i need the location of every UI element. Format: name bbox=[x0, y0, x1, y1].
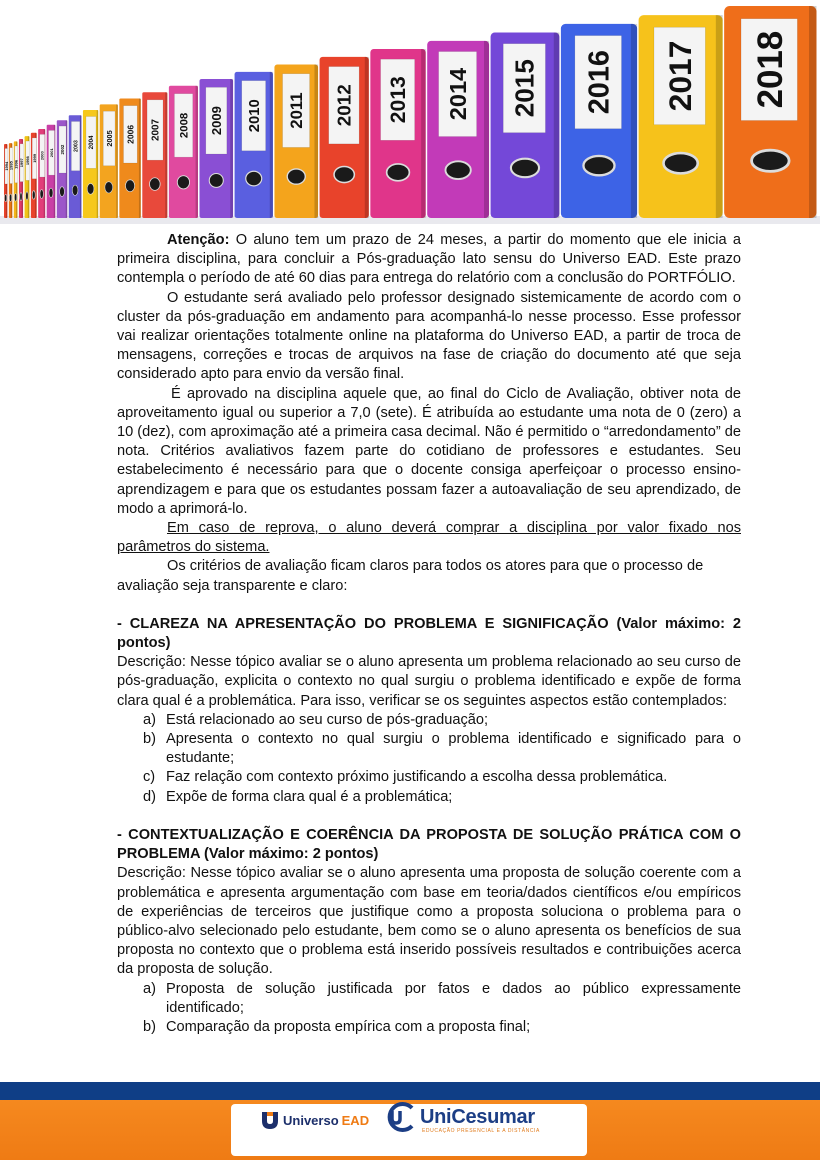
paragraph-evaluation: O estudante será avaliado pelo professor designado sistemicamente de acordo com o cluster da pós-graduação em andamento para acompanhá-lo nesse processo. Esse professor vai realizar orientações totalmente online na plataforma do Universo EAD, a partir de troca de mensagens, correções e trocas de arquivos na fase de criação do documento até que seja considerado apto para envio da versão final. bbox=[117, 289, 741, 383]
binder-finger-hole bbox=[26, 192, 29, 200]
list-item bbox=[117, 788, 741, 807]
binder bbox=[235, 72, 273, 218]
section2-heading: - CONTEXTUALIZAÇÃO E COERÊNCIA DA PROPOSTA DE SOLUÇÃO PRÁTICA COM O PROBLEMA (Valor máximo: 2 pontos) bbox=[117, 826, 741, 863]
binder-edge bbox=[97, 110, 99, 218]
binder-finger-hole bbox=[209, 174, 223, 188]
binder-edge bbox=[270, 72, 273, 218]
section1-criteria-list bbox=[117, 711, 741, 807]
list-item-text: Expõe de forma clara qual é a problemática; bbox=[166, 788, 453, 805]
binder-finger-hole bbox=[150, 178, 161, 191]
binder-year-label: 2015 bbox=[509, 59, 540, 118]
binder-finger-hole bbox=[40, 190, 43, 199]
section2-criteria-list bbox=[117, 980, 741, 1038]
binder-edge bbox=[139, 98, 141, 218]
binder-year-label: 2006 bbox=[125, 124, 136, 144]
binder bbox=[724, 6, 816, 218]
binder bbox=[639, 15, 723, 218]
binder-year-label: 2012 bbox=[334, 84, 356, 127]
binder bbox=[119, 98, 140, 218]
footer-blue-band bbox=[0, 1082, 820, 1100]
binder-finger-hole bbox=[20, 193, 22, 201]
list-item-marker: a) bbox=[143, 980, 156, 997]
binder bbox=[320, 57, 369, 218]
binder-finger-hole bbox=[583, 156, 614, 175]
list-item-text: Faz relação com contexto próximo justificando a escolha dessa problemática. bbox=[166, 769, 668, 786]
universo-text: Universo bbox=[283, 1112, 339, 1128]
binder-edge bbox=[365, 57, 369, 218]
list-item-marker: d) bbox=[143, 788, 156, 805]
list-item bbox=[117, 980, 741, 1018]
binder-year-label: 2001 bbox=[48, 148, 54, 158]
universo-ead-logo bbox=[260, 1110, 369, 1130]
list-item-text: Comparação da proposta empírica com a proposta final; bbox=[166, 1018, 531, 1035]
list-item bbox=[117, 730, 741, 768]
universo-u-icon bbox=[260, 1110, 280, 1130]
binder-year-label: 2008 bbox=[178, 112, 191, 139]
binder-year-label: 2005 bbox=[104, 130, 114, 147]
binder-year-label: 2009 bbox=[209, 106, 225, 136]
list-item-marker: c) bbox=[143, 769, 156, 786]
attention-text: O aluno tem um prazo de 24 meses, a partir do momento que ele inicia a primeira disciplina, para concluir a Pós-graduação lato sensu do Universo EAD. Este prazo contempla o período de até 60 dias para entrega do relatório com a conclusão do PORTFÓLIO. bbox=[117, 232, 741, 287]
list-item-marker: b) bbox=[143, 1018, 156, 1035]
binder-edge bbox=[554, 33, 560, 218]
binder-year-label: 2002 bbox=[60, 144, 66, 155]
spacer bbox=[117, 807, 741, 826]
spacer bbox=[117, 596, 741, 615]
binder-year-label: 2016 bbox=[583, 50, 616, 115]
binder-year-label: 2010 bbox=[247, 99, 264, 133]
binder-finger-hole bbox=[49, 188, 53, 197]
binder-finger-hole bbox=[445, 161, 470, 179]
binder-year-label: 2013 bbox=[387, 76, 411, 124]
binder-finger-hole bbox=[32, 191, 35, 200]
list-item bbox=[117, 1018, 741, 1037]
header-binders-banner bbox=[0, 0, 820, 225]
binder bbox=[169, 86, 198, 218]
list-item bbox=[117, 711, 741, 730]
binder-finger-hole bbox=[105, 182, 113, 193]
binder-edge bbox=[230, 79, 233, 218]
binder-year-label: 2011 bbox=[287, 92, 307, 129]
section1-heading: - CLAREZA NA APRESENTAÇÃO DO PROBLEMA E SIGNIFICAÇÃO (Valor máximo: 2 pontos) bbox=[117, 615, 741, 652]
binder-year-label: 2014 bbox=[445, 67, 472, 121]
binder bbox=[370, 49, 425, 218]
binder-finger-hole bbox=[246, 171, 262, 186]
binder-finger-hole bbox=[60, 187, 65, 197]
binder-finger-hole bbox=[72, 185, 78, 195]
binder-finger-hole bbox=[752, 150, 790, 171]
binder-edge bbox=[314, 65, 318, 218]
unicesumar-logo bbox=[382, 1102, 540, 1134]
binder bbox=[274, 65, 318, 218]
binder bbox=[491, 33, 560, 218]
unicesumar-text: UniCesumar bbox=[420, 1105, 535, 1128]
binder-finger-hole bbox=[664, 153, 698, 173]
attention-label: Atenção: bbox=[167, 232, 230, 248]
binder-year-label: 1994 bbox=[3, 161, 9, 171]
binder-edge bbox=[484, 41, 489, 218]
binder-edge bbox=[80, 115, 82, 218]
binder-finger-hole bbox=[177, 176, 189, 189]
list-item-marker: b) bbox=[143, 731, 156, 748]
binder-year-label: 1995 bbox=[8, 161, 14, 171]
binder bbox=[25, 136, 30, 218]
list-item-text: Apresenta o contexto no qual surgiu o problema identificado e significado para o estudante; bbox=[166, 731, 741, 767]
binder bbox=[38, 129, 45, 218]
paragraph-approval: É aprovado na disciplina aquele que, ao final do Ciclo de Avaliação, obtiver nota de aproveitamento igual ou superior a 7,0 (sete). É atribuída ao estudante uma nota de 0 (zero) a 10 (dez), com aproximação até a primeira casa decimal. Não é permitido o “arredondamento” de nota. Critérios avaliativos fazem parte do cotidiano de professores e estudantes. Seu estabelecimento é necessário para que o docente consiga aperfeiçoar o processo ensino-aprendizagem e para que os estudantes possam fazer a autoavaliação de seu aprendizado, de modo a aprimorá-lo. bbox=[117, 385, 741, 517]
binder-year-label: 2017 bbox=[662, 40, 699, 112]
binder-year-label: 2004 bbox=[88, 135, 96, 150]
list-item-text: Está relacionado ao seu curso de pós-graduação; bbox=[166, 711, 489, 728]
binder-year-label: 1997 bbox=[19, 158, 25, 168]
binder bbox=[427, 41, 489, 218]
binder-finger-hole bbox=[287, 169, 305, 184]
binder-edge bbox=[421, 49, 426, 218]
binder bbox=[19, 139, 24, 218]
binder-year-label: 1998 bbox=[25, 156, 31, 166]
binder-finger-hole bbox=[14, 193, 16, 201]
binder bbox=[69, 115, 82, 218]
paragraph-attention bbox=[117, 231, 741, 289]
document-body bbox=[117, 231, 741, 1037]
binder bbox=[561, 24, 637, 218]
binder-year-label: 1996 bbox=[13, 159, 19, 169]
binder-finger-hole bbox=[4, 194, 6, 201]
binder-year-label: 2000 bbox=[39, 151, 45, 161]
unicesumar-emblem-icon bbox=[382, 1102, 418, 1132]
list-item-marker: a) bbox=[143, 711, 156, 728]
binder-finger-hole bbox=[9, 194, 11, 201]
binder bbox=[31, 133, 37, 218]
binder-edge bbox=[809, 6, 817, 218]
binder-year-label: 2018 bbox=[750, 30, 790, 109]
paragraph-failure: Em caso de reprova, o aluno deverá comprar a disciplina por valor fixado nos parâmetros do sistema. bbox=[117, 520, 741, 556]
binder-finger-hole bbox=[387, 164, 410, 181]
section1-description: Descrição: Nesse tópico avaliar se o aluno apresenta um problema relacionado ao seu curso de pós-graduação, explicita o contexto no qual surgiu o problema identificado e expõe de forma clara qual é a problemática. Para isso, verificar se os seguintes aspectos estão contemplados: bbox=[117, 654, 741, 709]
binder bbox=[200, 79, 234, 218]
paragraph-criteria: Os critérios de avaliação ficam claros para todos os atores para que o processo de avaliação seja transparente e claro: bbox=[117, 558, 704, 594]
section2-description: Descrição: Nesse tópico avaliar se o aluno apresenta uma proposta de solução coerente com a problemática e apresenta argumentação com base em teoria/dados científicos e/ou empíricos de experiências de terceiros que justifique como a proposta soluciona o problema para o público-alvo selecionado pelo estudante, bem como se o aluno apresenta os benefícios de sua proposta no contexto que o problema está inserido possíveis resultados e contribuições acerca da proposta de solução. bbox=[117, 865, 741, 978]
binder-edge bbox=[165, 92, 167, 218]
binder-finger-hole bbox=[87, 183, 94, 194]
binders-illustration bbox=[0, 0, 820, 225]
binder-year-label: 1999 bbox=[31, 153, 37, 163]
ead-text: EAD bbox=[341, 1112, 370, 1128]
binder-finger-hole bbox=[511, 159, 539, 178]
binder-finger-hole bbox=[125, 180, 134, 192]
binder-edge bbox=[116, 104, 118, 218]
binder bbox=[57, 120, 67, 218]
binder bbox=[9, 143, 14, 218]
list-item-text: Proposta de solução justificada por fatos e dados ao público expressamente identificado; bbox=[166, 980, 741, 1016]
binder-finger-hole bbox=[334, 166, 354, 182]
binder-year-label: 2007 bbox=[150, 118, 162, 141]
binder bbox=[14, 141, 19, 218]
binder bbox=[47, 125, 56, 218]
binder bbox=[142, 92, 167, 218]
binder bbox=[83, 110, 98, 218]
binder bbox=[4, 144, 9, 218]
binder-year-label: 2003 bbox=[73, 140, 80, 152]
unicesumar-tagline: EDUCAÇÃO PRESENCIAL E A DISTÂNCIA bbox=[422, 1128, 540, 1134]
binder-edge bbox=[196, 86, 198, 218]
binder bbox=[100, 104, 118, 218]
binder-edge bbox=[716, 15, 723, 218]
list-item bbox=[117, 768, 741, 787]
binder-edge bbox=[631, 24, 637, 218]
